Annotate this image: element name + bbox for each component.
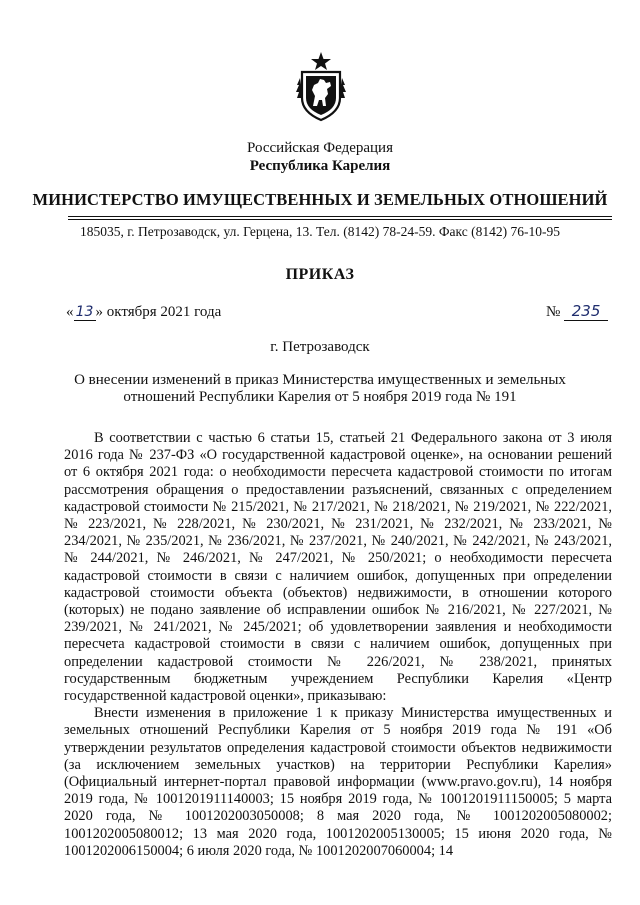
header-rule-bottom bbox=[68, 219, 612, 220]
document-number bbox=[546, 302, 608, 321]
paragraph-order: Внести изменения в приложение 1 к приказу Министерства имущественных и земельных отношений Республики Карелия от 5 ноября 2019 года № 191 «Об утверждении результатов определения кадастровой стоимости объектов недвижимости (за исключением земельных участков) на территории Республики Карелия» (Официальный интернет-портал правовой информации (www.pravo.gov.ru), 14 ноября 2019 года, № 1001201911140003; 15 ноября 2019 года, № 1001201911150005; 5 марта 2020 года, № 1001202003050008; 8 мая 2020 года, № 1001202005080002; 1001202005080012; 13 мая 2020 года, 1001202005130005; 15 июня 2020 года, № 1001202006150004; 6 июля 2020 года, № 1001202007060004; 14 bbox=[64, 705, 612, 859]
date-open-quote: « bbox=[66, 304, 74, 320]
date-month-year: » октября 2021 года bbox=[95, 304, 222, 320]
ministry-name: МИНИСТЕРСТВО ИМУЩЕСТВЕННЫХ И ЗЕМЕЛЬНЫХ ОТНОШЕНИЙ bbox=[32, 190, 608, 209]
country-name: Российская Федерация bbox=[247, 140, 393, 156]
karelia-coat-of-arms-icon bbox=[296, 52, 346, 122]
city: г. Петрозаводск bbox=[270, 339, 370, 355]
republic-name: Республика Карелия bbox=[249, 158, 391, 174]
handwritten-date-day: 13 bbox=[74, 304, 96, 321]
subject-line-2: отношений Республики Карелия от 5 ноября 2019 года № 191 bbox=[123, 389, 517, 405]
number-prefix: № bbox=[546, 304, 561, 320]
document-title: ПРИКАЗ bbox=[285, 266, 355, 283]
ministry-address: 185035, г. Петрозаводск, ул. Герцена, 13. Тел. (8142) 78-24-59. Факс (8142) 76-10-95 bbox=[80, 224, 560, 239]
document-body bbox=[64, 430, 612, 860]
subject-line-1: О внесении изменений в приказ Министерства имущественных и земельных bbox=[74, 372, 566, 388]
paragraph-preamble: В соответствии с частью 6 статьи 15, статьей 21 Федерального закона от 3 июля 2016 года № 237-ФЗ «О государственной кадастровой оценке», на основании решений от 6 октября 2021 года: о необходимости пересчета кадастровой стоимости по итогам рассмотрения обращения о предоставлении разъяснений, связанных с определением кадастровой стоимости № 215/2021, № 217/2021, № 218/2021, № 219/2021, № 222/2021, № 223/2021, № 228/2021, № 230/2021, № 231/2021, № 232/2021, № 233/2021, № 234/2021, № 235/2021, № 236/2021, № 237/2021, № 240/2021, № 242/2021, № 243/2021, № 244/2021, № 246/2021, № 247/2021, № 250/2021; о необходимости пересчета кадастровой стоимости в связи с наличием ошибок, допущенных при определении кадастровой стоимости объекта (объектов) недвижимости, в отношении которого (которых) не подано заявление об исправлении ошибок № 216/2021, № 227/2021, № 239/2021, № 241/2021, № 245/2021; об удовлетворении заявления и необходимости пересчета кадастровой стоимости в связи с наличием ошибок, допущенных при определении кадастровой стоимости № 226/2021, № 238/2021, принятых государственным бюджетным учреждением Республики Карелия «Центр государственной кадастровой оценки», приказываю: bbox=[64, 430, 612, 705]
document-date bbox=[66, 304, 221, 321]
header-rule-top bbox=[68, 216, 612, 217]
handwritten-document-number: 235 bbox=[564, 302, 608, 321]
